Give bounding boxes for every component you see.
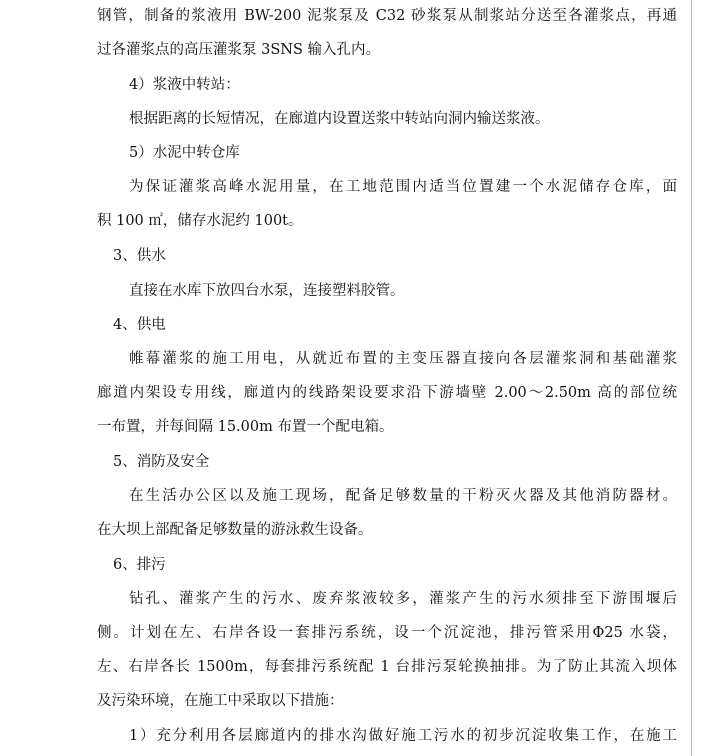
paragraph-line: 钢管，制备的浆液用 BW-200 泥浆泵及 C32 砂浆泵从制浆站分送至各灌浆点，再通 (97, 8, 677, 24)
subheading-cement-warehouse: 5）水泥中转仓库 (129, 145, 240, 161)
paragraph-line: 左、右岸各长 1500m，每套排污系统配 1 台排污泵轮换抽排。为了防止其流入坝体 (97, 659, 677, 675)
paragraph-line: 侧。计划在左、右岸各设一套排污系统，设一个沉淀池，排污管采用Φ25 水袋， (97, 625, 677, 641)
heading-power-supply: 4、供电 (113, 317, 166, 333)
paragraph-line: 为保证灌浆高峰水泥用量，在工地范围内适当位置建一个水泥储存仓库，面 (129, 179, 677, 195)
paragraph-line: 根据距离的长短情况，在廊道内设置送浆中转站向洞内输送浆液。 (129, 111, 550, 127)
paragraph-line: 及污染环境，在施工中采取以下措施： (97, 693, 344, 709)
paragraph-line: 廊道内架设专用线，廊道内的线路架设要求沿下游墙壁 2.00～2.50m 高的部位统 (97, 385, 677, 401)
heading-sewage: 6、排污 (113, 557, 166, 573)
paragraph-line: 直接在水库下放四台水泵，连接塑料胶管。 (129, 283, 405, 299)
paragraph-line: 1）充分利用各层廊道内的排水沟做好施工污水的初步沉淀收集工作，在施工 (129, 728, 677, 744)
paragraph-line: 在大坝上部配备足够数量的游泳救生设备。 (97, 522, 373, 538)
paragraph-line: 钻孔、灌浆产生的污水、废弃浆液较多，灌浆产生的污水须排至下游围堰后 (129, 591, 677, 607)
paragraph-line: 帷幕灌浆的施工用电，从就近布置的主变压器直接向各层灌浆洞和基础灌浆 (129, 351, 677, 367)
paragraph-line: 在生活办公区以及施工现场，配备足够数量的干粉灭火器及其他消防器材。 (129, 488, 677, 504)
paragraph-line: 过各灌浆点的高压灌浆泵 3SNS 输入孔内。 (97, 42, 380, 58)
subheading-slurry-transfer-station: 4）浆液中转站： (129, 77, 240, 93)
paragraph-line: 一布置，并每间隔 15.00m 布置一个配电箱。 (97, 419, 394, 435)
heading-water-supply: 3、供水 (113, 248, 166, 264)
heading-fire-safety: 5、消防及安全 (113, 454, 210, 470)
paragraph-line: 积 100 ㎡，储存水泥约 100t。 (97, 213, 303, 229)
